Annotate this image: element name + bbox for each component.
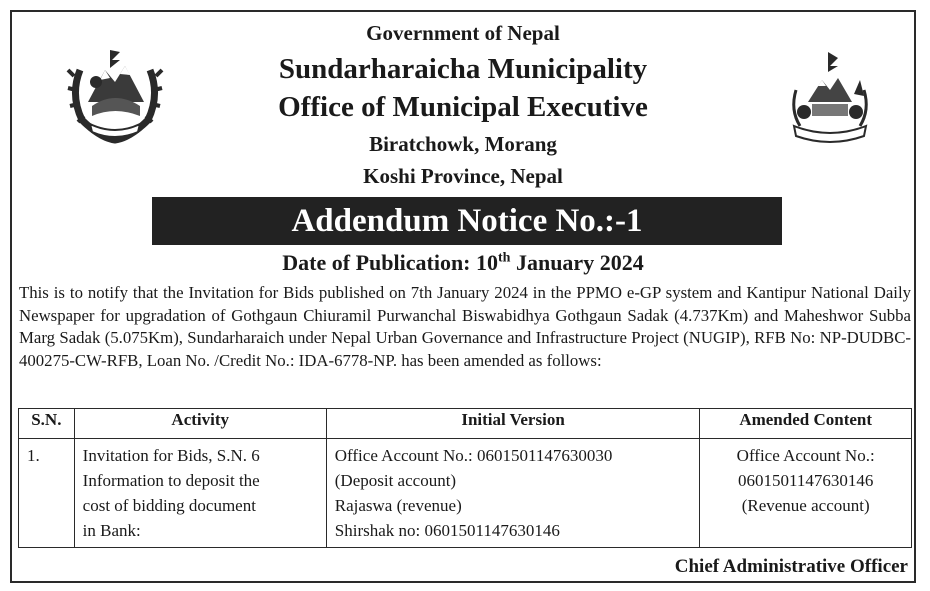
publication-month-year: January 2024: [510, 250, 644, 275]
signature-title: Chief Administrative Officer: [674, 556, 908, 577]
activity-line: Invitation for Bids, S.N. 6: [82, 446, 260, 465]
notice-body: This is to notify that the Invitation for Bids published on 7th January 2024 in the PPMO e-GP system and Kantipur National Daily Newspaper for upgradation of Gothgaun Chiuramil Purwanchal Biswabidhya Gothgaun Sadak (4.737Km) and Maheshwor Subba Marg Sadak (5.075Km), Sundarharaich under Nepal Urban Governance and Infrastructure Project (NUGIP), RFB No: NP-DUDBC-400275-CW-RFB, Loan No. /Credit No.: IDA-6778-NP. has been amended as follows:: [19, 283, 911, 370]
table-row: [19, 439, 912, 548]
initial-line: Rajaswa (revenue): [334, 496, 462, 515]
office-heading: Office of Municipal Executive: [278, 91, 648, 123]
notice-title: Addendum Notice No.:-1: [291, 203, 643, 239]
address-line-2: Koshi Province, Nepal: [363, 164, 563, 188]
address-line-1: Biratchowk, Morang: [369, 132, 557, 156]
header-amended-content: Amended Content: [700, 409, 912, 439]
amended-line: (Revenue account): [741, 496, 870, 515]
amendment-table: [18, 408, 912, 548]
municipality-heading: Sundarharaicha Municipality: [278, 53, 648, 85]
amended-line: 0601501147630146: [737, 471, 874, 490]
header-initial-version: Initial Version: [326, 409, 700, 439]
row-initial-version: [326, 439, 700, 548]
row-activity: [74, 439, 326, 548]
publication-date-label: Date of Publication: 10: [282, 250, 498, 275]
table-header-row: [19, 409, 912, 439]
notice-title-banner: [152, 197, 782, 245]
initial-line: (Deposit account): [334, 471, 457, 490]
publication-day-suffix: th: [498, 250, 511, 266]
row-sn: 1.: [19, 439, 75, 548]
activity-line: cost of bidding document: [82, 496, 256, 515]
header-activity: Activity: [74, 409, 326, 439]
government-heading: Government of Nepal: [366, 21, 560, 45]
initial-line: Shirshak no: 0601501147630146: [334, 521, 560, 540]
initial-line: Office Account No.: 0601501147630030: [334, 446, 613, 465]
amended-line: Office Account No.:: [736, 446, 875, 465]
row-amended-content: [700, 439, 912, 548]
notice-frame: [10, 10, 916, 583]
activity-line: in Bank:: [82, 521, 141, 540]
header-sn: S.N.: [19, 409, 75, 439]
activity-line: Information to deposit the: [82, 471, 260, 490]
publication-date: [12, 250, 914, 276]
